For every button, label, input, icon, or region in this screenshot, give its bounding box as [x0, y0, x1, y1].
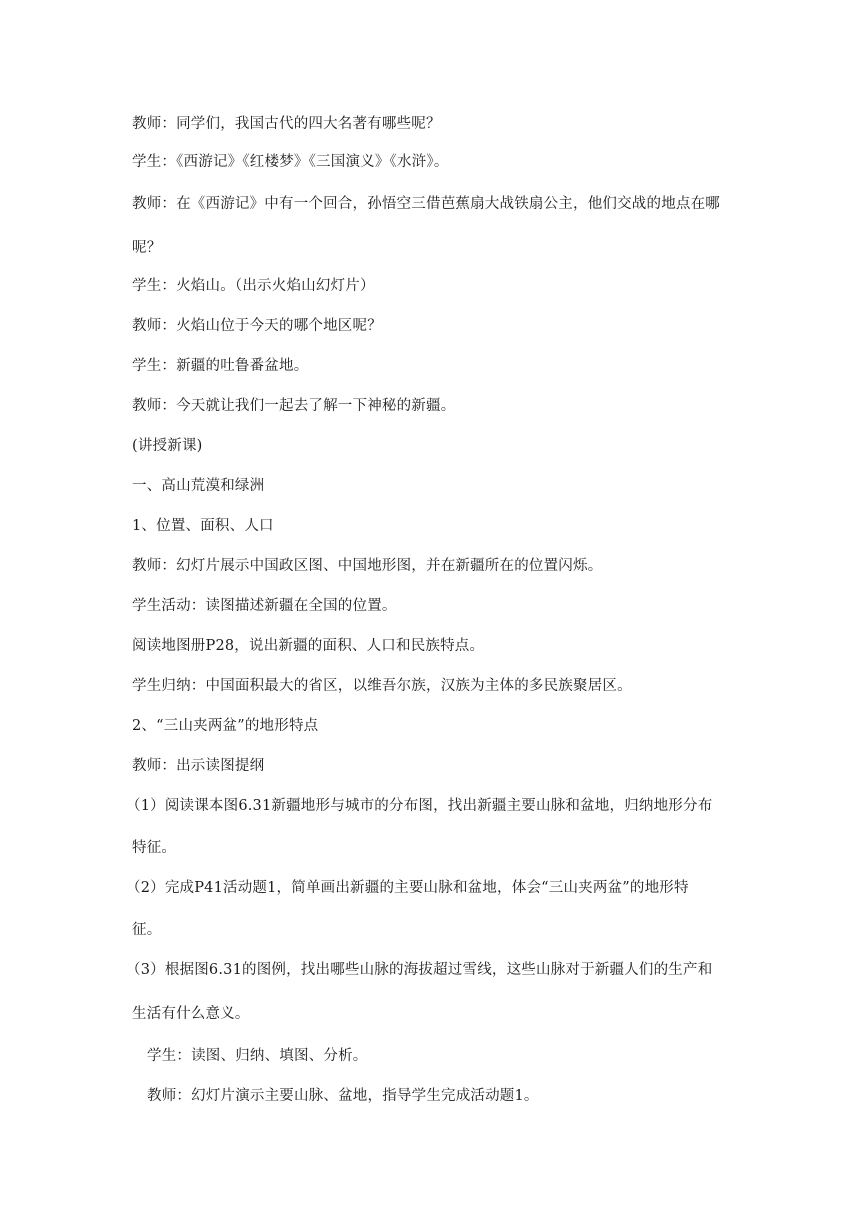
text-line: 特征。 [132, 840, 177, 856]
text-line: 生活有什么意义。 [132, 1006, 250, 1022]
text-line: 学生归纳：中国面积最大的省区，以维吾尔族，汉族为主体的多民族聚居区。 [132, 678, 632, 694]
text-line: 教师：幻灯片展示中国政区图、中国地形图，并在新疆所在的位置闪烁。 [132, 558, 603, 574]
subsection-heading: 2、“三山夹两盆”的地形特点 [132, 718, 319, 734]
text-line: 阅读地图册P28，说出新疆的面积、人口和民族特点。 [132, 638, 485, 654]
text-line: 学生：新疆的吐鲁番盆地。 [132, 358, 309, 374]
text-line: 学生：《西游记》《红楼梦》《三国演义》《水浒》。 [132, 154, 449, 170]
subsection-heading: 1、位置、面积、人口 [132, 518, 274, 534]
text-line: 教师：在《西游记》中有一个回合，孙悟空三借芭蕉扇大战铁扇公主，他们交战的地点在哪 [132, 196, 720, 212]
text-line: （2）完成P41活动题1，简单画出新疆的主要山脉和盆地，体会“三山夹两盆”的地形特 [126, 880, 689, 896]
text-line: 学生活动：读图描述新疆在全国的位置。 [132, 598, 397, 614]
text-line: （3）根据图6.31的图例，找出哪些山脉的海拔超过雪线，这些山脉对于新疆人们的生产和 [126, 962, 713, 978]
section-marker: (讲授新课) [132, 438, 203, 454]
text-line: 教师：出示读图提纲 [132, 758, 265, 774]
text-line: 征。 [132, 922, 162, 938]
text-line: 呢？ [132, 240, 162, 256]
text-line: 教师：今天就让我们一起去了解一下神秘的新疆。 [132, 398, 456, 414]
text-line: 学生：火焰山。（出示火焰山幻灯片） [132, 278, 375, 294]
section-heading: 一、高山荒漠和绿洲 [132, 478, 265, 494]
text-line: 教师：同学们，我国古代的四大名著有哪些呢？ [132, 116, 441, 132]
text-line: 教师：幻灯片演示主要山脉、盆地，指导学生完成活动题1。 [147, 1088, 539, 1104]
text-line: 学生：读图、归纳、填图、分析。 [147, 1048, 368, 1064]
text-line: （1）阅读课本图6.31新疆地形与城市的分布图，找出新疆主要山脉和盆地，归纳地形分布 [126, 798, 713, 814]
text-line: 教师：火焰山位于今天的哪个地区呢？ [132, 318, 382, 334]
